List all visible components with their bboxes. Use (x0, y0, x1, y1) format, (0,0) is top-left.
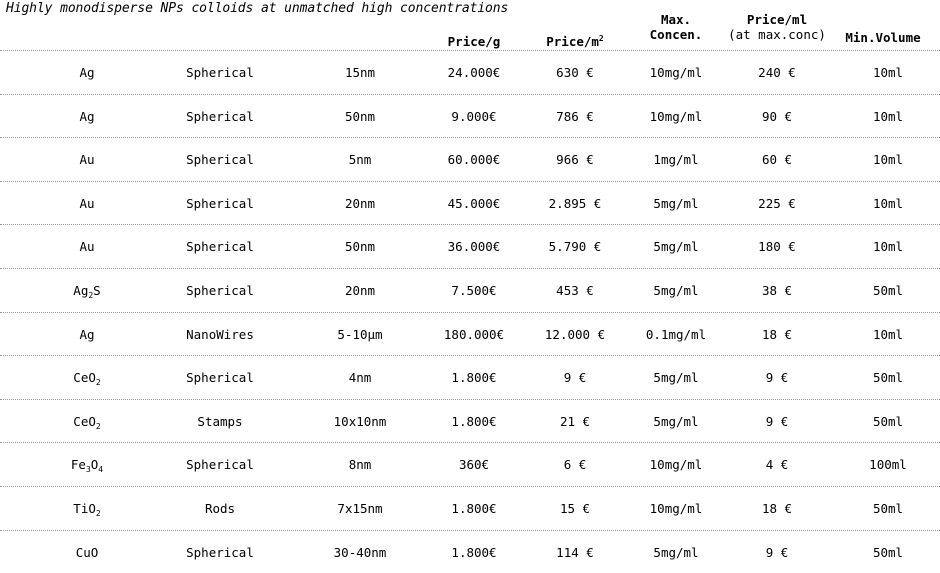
cell-price-g: 1.800€ (451, 500, 497, 516)
cell-shape: Spherical (186, 370, 254, 386)
cell-material (73, 283, 100, 298)
cell-size: 20nm (344, 282, 376, 298)
cell-min-volume: 10ml (872, 108, 904, 124)
cell-price-m2: 12.000 € (544, 326, 606, 342)
cell-shape: Spherical (186, 152, 254, 168)
table-row (0, 137, 940, 181)
cell-size: 15nm (344, 65, 376, 80)
cell-material (79, 109, 94, 124)
material-el: Au (79, 239, 95, 255)
cell-price-m2: 9 € (563, 370, 587, 386)
cell-max-conc: 5mg/ml (653, 413, 699, 429)
cell-material (73, 414, 100, 429)
cell-material (79, 239, 94, 254)
cell-shape: Spherical (186, 239, 254, 255)
table-row (0, 224, 940, 268)
table-header (0, 0, 940, 50)
material-el-post: S (93, 282, 101, 298)
cell-max-conc: 10mg/ml (649, 500, 703, 516)
cell-shape: Stamps (197, 413, 243, 429)
cell-min-volume: 50ml (872, 282, 904, 298)
table-row (0, 530, 940, 573)
material-el: Ag (79, 108, 95, 124)
header-max-conc-line2: Concen. (649, 27, 703, 42)
cell-material (73, 501, 100, 516)
page-title: Highly monodisperse NPs colloids at unmatched high concentrations (6, 1, 509, 16)
cell-min-volume: 50ml (872, 544, 904, 560)
cell-price-g: 24.000€ (447, 65, 501, 80)
cell-size: 5nm (348, 152, 372, 168)
cell-material (76, 545, 99, 560)
cell-max-conc: 10mg/ml (649, 108, 703, 124)
cell-shape: Spherical (186, 282, 254, 298)
cell-size: 50nm (344, 108, 376, 124)
cell-price-ml: 240 € (758, 65, 796, 80)
cell-price-g: 360€ (458, 457, 490, 473)
cell-size: 50nm (344, 239, 376, 255)
header-price-ml-line1: Price/ml (746, 12, 808, 27)
cell-price-g: 36.000€ (447, 239, 501, 255)
cell-price-m2: 2.895 € (548, 195, 602, 211)
cell-material (79, 65, 94, 80)
cell-max-conc: 5mg/ml (653, 239, 699, 255)
cell-material (73, 370, 101, 388)
cell-shape: Rods (204, 500, 236, 516)
material-el-sub: 2 (95, 508, 101, 518)
cell-price-m2: 114 € (556, 544, 594, 560)
cell-price-g: 60.000€ (447, 152, 501, 168)
cell-size: 8nm (348, 457, 372, 473)
cell-min-volume: 50ml (872, 370, 904, 386)
cell-max-conc: 10mg/ml (649, 457, 703, 473)
cell-min-volume: 10ml (872, 326, 904, 342)
cell-price-g: 1.800€ (451, 544, 497, 560)
cell-max-conc: 0.1mg/ml (645, 326, 707, 342)
cell-max-conc: 1mg/ml (653, 152, 699, 168)
material-el-post: O (90, 457, 99, 473)
cell-size: 20nm (344, 195, 376, 211)
material-el-sub: 3 (85, 465, 91, 475)
material-el: CeO (73, 413, 96, 429)
material-el-sub2: 4 (98, 465, 104, 475)
cell-shape: Spherical (186, 457, 254, 473)
cell-max-conc: 5mg/ml (653, 195, 699, 211)
cell-max-conc: 5mg/ml (653, 544, 699, 560)
header-price-m2-sup: 2 (598, 34, 604, 43)
table-row (0, 355, 940, 399)
cell-price-m2: 15 € (559, 500, 591, 516)
cell-max-conc: 5mg/ml (653, 370, 699, 386)
cell-price-g: 9.000€ (451, 108, 497, 124)
cell-min-volume: 50ml (872, 500, 904, 516)
cell-material (70, 457, 104, 475)
cell-min-volume: 50ml (872, 413, 904, 429)
header-max-conc-line1: Max. (660, 12, 692, 27)
cell-size: 10x10nm (333, 413, 387, 429)
cell-size: 30-40nm (333, 544, 387, 560)
cell-price-ml: 9 € (765, 544, 789, 560)
cell-price-m2: 630 € (556, 65, 594, 80)
header-price-ml (728, 12, 826, 42)
material-el: Au (79, 195, 95, 211)
cell-min-volume: 10ml (872, 239, 904, 255)
cell-price-ml: 18 € (761, 500, 793, 516)
cell-price-m2: 6 € (563, 457, 587, 473)
cell-size: 4nm (348, 370, 372, 386)
material-el: TiO (73, 500, 96, 516)
cell-shape: Spherical (186, 65, 254, 80)
table-row (0, 442, 940, 486)
cell-price-g: 180.000€ (443, 326, 505, 342)
cell-material (79, 196, 94, 211)
cell-price-ml: 9 € (765, 413, 789, 429)
cell-material (79, 152, 94, 167)
cell-price-ml: 9 € (765, 370, 789, 386)
material-el: CeO (73, 370, 96, 386)
cell-price-g: 1.800€ (451, 370, 497, 386)
material-el-sub: 2 (88, 290, 94, 300)
cell-price-ml: 38 € (761, 282, 793, 298)
table-row (0, 399, 940, 443)
cell-price-ml: 60 € (761, 152, 793, 168)
cell-price-m2: 786 € (556, 108, 594, 124)
cell-shape: Spherical (186, 544, 254, 560)
cell-material (79, 327, 94, 342)
material-el: Au (79, 152, 95, 168)
material-el: Ag (79, 326, 95, 342)
table-row (0, 181, 940, 225)
cell-price-ml: 225 € (758, 195, 796, 211)
cell-price-m2: 21 € (559, 413, 591, 429)
material-el-sub: 2 (95, 378, 101, 388)
table-row (0, 486, 940, 530)
cell-shape: Spherical (186, 108, 254, 124)
cell-max-conc: 10mg/ml (649, 65, 703, 80)
material-el-sub: 2 (95, 421, 101, 431)
header-min-volume: Min.Volume (845, 30, 921, 45)
header-price-ml-line2: (at max.conc) (728, 27, 826, 42)
material-el: Ag (73, 282, 89, 298)
cell-price-ml: 90 € (761, 108, 793, 124)
cell-price-ml: 18 € (761, 326, 793, 342)
cell-shape: NanoWires (186, 326, 254, 342)
header-max-conc (650, 12, 703, 42)
table-body (0, 50, 940, 573)
material-el: CuO (75, 544, 99, 560)
material-el: Ag (79, 65, 95, 80)
cell-price-ml: 4 € (765, 457, 789, 473)
header-price-g: Price/g (447, 34, 501, 49)
cell-price-ml: 180 € (758, 239, 796, 255)
cell-size: 7x15nm (337, 500, 383, 516)
table-row (0, 50, 940, 94)
cell-min-volume: 10ml (872, 152, 904, 168)
cell-price-g: 7.500€ (451, 282, 497, 298)
cell-size: 5-10μm (337, 326, 383, 342)
header-price-m2-base: Price/m (546, 34, 599, 49)
cell-price-g: 1.800€ (451, 413, 497, 429)
cell-min-volume: 10ml (872, 195, 904, 211)
cell-min-volume: 100ml (869, 457, 907, 473)
cell-price-m2: 966 € (556, 152, 594, 168)
cell-shape: Spherical (186, 195, 254, 211)
header-price-m2 (546, 34, 604, 49)
table-row (0, 312, 940, 356)
cell-price-m2: 5.790 € (548, 239, 602, 255)
cell-price-m2: 453 € (556, 282, 594, 298)
table-row (0, 94, 940, 138)
cell-max-conc: 5mg/ml (653, 282, 699, 298)
table-row (0, 268, 940, 312)
material-el: Fe (70, 457, 86, 473)
cell-min-volume: 10ml (872, 65, 904, 80)
cell-price-g: 45.000€ (447, 195, 501, 211)
